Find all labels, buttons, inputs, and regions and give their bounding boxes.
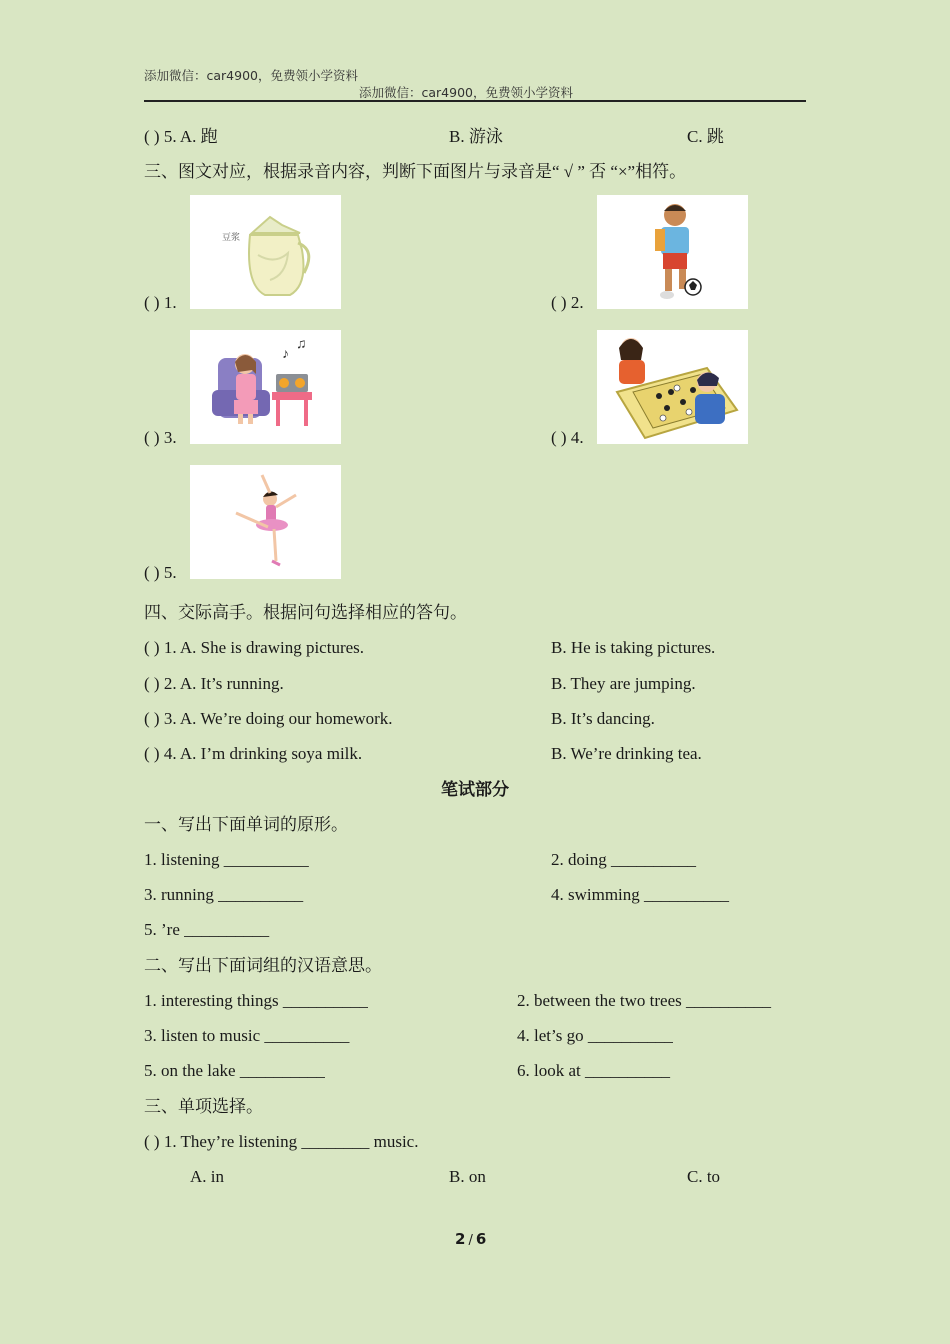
girl-dancing-ballet-picture: [190, 465, 341, 579]
s4-q1-option-b: B. He is taking pictures.: [551, 638, 716, 657]
s4-q3-option-a: ( ) 3. A. We’re doing our homework.: [144, 709, 393, 728]
section4-title: 四、交际高手。根据问句选择相应的答句。: [144, 603, 467, 622]
s3-item3-label: ( ) 3.: [144, 428, 177, 447]
s4-q4-option-a: ( ) 4. A. I’m drinking soya milk.: [144, 744, 363, 763]
s3-item5-label: ( ) 5.: [144, 563, 177, 582]
part2-item-2: 2. between the two trees __________: [517, 991, 771, 1010]
q5-option-c: C. 跳: [687, 127, 724, 146]
page-total: 6: [475, 1230, 487, 1248]
s4-q2-option-b: B. They are jumping.: [551, 674, 696, 693]
header-rule: [144, 100, 806, 102]
written-part1-title: 一、写出下面单词的原形。: [144, 815, 348, 834]
q5-option-b: B. 游泳: [449, 127, 503, 146]
part2-item-3: 3. listen to music __________: [144, 1026, 350, 1045]
page-separator: /: [468, 1233, 473, 1248]
part2-item-6: 6. look at __________: [517, 1061, 670, 1080]
part2-item-4: 4. let’s go __________: [517, 1026, 673, 1045]
boy-playing-football-picture: [597, 195, 748, 309]
svg-text:♪: ♪: [282, 347, 289, 362]
soya-milk-caption: 豆浆: [222, 233, 241, 243]
part3-q1-option-b: B. on: [449, 1167, 486, 1186]
soya-milk-jug-picture: [190, 195, 341, 309]
written-part3-title: 三、单项选择。: [144, 1097, 263, 1116]
part1-item-2: 2. doing __________: [551, 850, 696, 869]
written-part-heading: 笔试部分: [441, 780, 509, 799]
written-part2-title: 二、写出下面词组的汉语意思。: [144, 956, 382, 975]
part1-item-4: 4. swimming __________: [551, 885, 730, 904]
part1-item-3: 3. running __________: [144, 885, 304, 904]
part1-item-5: 5. ’re __________: [144, 920, 270, 939]
header-watermark: 添加微信：car4900，免费领小学资料: [144, 68, 358, 83]
s4-q4-option-b: B. We’re drinking tea.: [551, 744, 702, 763]
header-watermark-centered: 添加微信：car4900，免费领小学资料: [359, 85, 573, 100]
girl-listening-to-music-picture: [190, 330, 341, 444]
page-number: [455, 1230, 486, 1248]
s4-q3-option-b: B. It’s dancing.: [551, 709, 655, 728]
children-playing-chess-picture: [597, 330, 748, 444]
part1-item-1: 1. listening __________: [144, 850, 309, 869]
s4-q2-option-a: ( ) 2. A. It’s running.: [144, 674, 284, 693]
s3-item4-label: ( ) 4.: [551, 428, 584, 447]
s3-item1-label: ( ) 1.: [144, 293, 177, 312]
part3-q1-option-a: A. in: [190, 1167, 224, 1186]
part2-item-1: 1. interesting things __________: [144, 991, 368, 1010]
part3-q1-option-c: C. to: [687, 1167, 721, 1186]
section3-title: 三、图文对应，根据录音内容，判断下面图片与录音是“ √ ” 否 “×”相符。: [144, 162, 687, 181]
s4-q1-option-a: ( ) 1. A. She is drawing pictures.: [144, 638, 365, 657]
part2-item-5: 5. on the lake __________: [144, 1061, 325, 1080]
page-current: 2: [455, 1230, 466, 1248]
part3-question-1: ( ) 1. They’re listening ________ music.: [144, 1132, 419, 1151]
s3-item2-label: ( ) 2.: [551, 293, 584, 312]
svg-text:♫: ♫: [296, 337, 307, 352]
q5-option-a: ( ) 5. A. 跑: [144, 127, 218, 146]
